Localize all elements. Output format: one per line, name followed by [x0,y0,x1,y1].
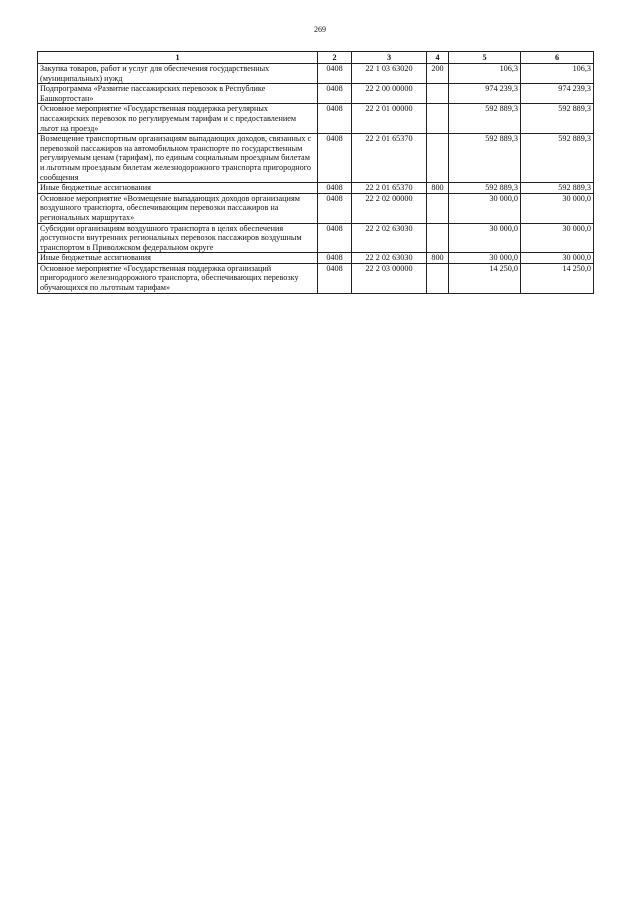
table-row [38,64,594,84]
row-name-cell: Субсидии организациям воздушного транспорта в целях обеспечения доступности внутренних региональных перевозок пассажиров воздушным транспортом в Приволжском федеральном округе [38,223,318,253]
row-name-cell: Иные бюджетные ассигнования [38,183,318,194]
table-row [38,253,594,264]
column-header-1: 1 [38,52,318,64]
row-amount-6-cell: 974 239,3 [521,84,594,104]
row-name-cell: Закупка товаров, работ и услуг для обеспечения государственных (муниципальных) нужд [38,64,318,84]
row-amount-6-cell: 592 889,3 [521,134,594,183]
row-amount-6-cell: 592 889,3 [521,183,594,194]
row-section-cell: 0408 [318,223,352,253]
row-name-cell: Основное мероприятие «Государственная поддержка организаций пригородного железнодорожного транспорта, обеспечивающих перевозку обучающихся по льготным тарифам» [38,263,318,293]
row-csr-cell: 22 2 02 63030 [352,223,427,253]
row-section-cell: 0408 [318,84,352,104]
row-csr-cell: 22 2 01 65370 [352,134,427,183]
table-row [38,183,594,194]
row-section-cell: 0408 [318,134,352,183]
row-amount-5-cell: 30 000,0 [449,223,521,253]
row-vr-cell [427,223,449,253]
row-amount-6-cell: 592 889,3 [521,104,594,134]
row-csr-cell: 22 2 03 00000 [352,263,427,293]
row-vr-cell [427,263,449,293]
row-vr-cell [427,84,449,104]
table-row [38,263,594,293]
table-header-row [38,52,594,64]
row-amount-6-cell: 30 000,0 [521,193,594,223]
row-csr-cell: 22 2 02 00000 [352,193,427,223]
column-header-3: 3 [352,52,427,64]
table-row [38,104,594,134]
row-section-cell: 0408 [318,104,352,134]
row-csr-cell: 22 2 01 00000 [352,104,427,134]
row-csr-cell: 22 2 00 00000 [352,84,427,104]
table-row [38,193,594,223]
row-vr-cell [427,193,449,223]
row-vr-cell: 800 [427,253,449,264]
row-amount-5-cell: 974 239,3 [449,84,521,104]
row-csr-cell: 22 2 01 65370 [352,183,427,194]
row-amount-5-cell: 592 889,3 [449,104,521,134]
row-amount-6-cell: 14 250,0 [521,263,594,293]
row-amount-6-cell: 30 000,0 [521,223,594,253]
row-section-cell: 0408 [318,253,352,264]
row-vr-cell: 200 [427,64,449,84]
row-section-cell: 0408 [318,193,352,223]
row-csr-cell: 22 2 02 63030 [352,253,427,264]
row-amount-6-cell: 106,3 [521,64,594,84]
column-header-4: 4 [427,52,449,64]
column-header-6: 6 [521,52,594,64]
row-vr-cell [427,104,449,134]
row-amount-5-cell: 106,3 [449,64,521,84]
table-row [38,223,594,253]
row-csr-cell: 22 1 03 63020 [352,64,427,84]
budget-table [37,51,594,294]
row-amount-5-cell: 30 000,0 [449,193,521,223]
row-amount-6-cell: 30 000,0 [521,253,594,264]
row-amount-5-cell: 14 250,0 [449,263,521,293]
page-number: 269 [314,25,326,34]
row-vr-cell [427,134,449,183]
row-section-cell: 0408 [318,183,352,194]
table-row [38,84,594,104]
row-vr-cell: 800 [427,183,449,194]
row-amount-5-cell: 592 889,3 [449,134,521,183]
row-amount-5-cell: 592 889,3 [449,183,521,194]
row-amount-5-cell: 30 000,0 [449,253,521,264]
row-name-cell: Основное мероприятие «Государственная поддержка регулярных пассажирских перевозок по регулируемым тарифам и с предоставлением льгот на проезд» [38,104,318,134]
row-name-cell: Возмещение транспортным организациям выпадающих доходов, связанных с перевозкой пассажиров на автомобильном транспорте по государственным регулируемым ценам (тарифам), по единым социальным проездным билетам и льготным проездным билетам железнодорожного транспорта пригородного сообщения [38,134,318,183]
row-name-cell: Иные бюджетные ассигнования [38,253,318,264]
column-header-2: 2 [318,52,352,64]
table-row [38,134,594,183]
row-section-cell: 0408 [318,64,352,84]
row-name-cell: Подпрограмма «Развитие пассажирских перевозок в Республике Башкортостан» [38,84,318,104]
row-section-cell: 0408 [318,263,352,293]
row-name-cell: Основное мероприятие «Возмещение выпадающих доходов организациям воздушного транспорта, обеспечивающим перевозки пассажиров на региональных маршрутах» [38,193,318,223]
column-header-5: 5 [449,52,521,64]
